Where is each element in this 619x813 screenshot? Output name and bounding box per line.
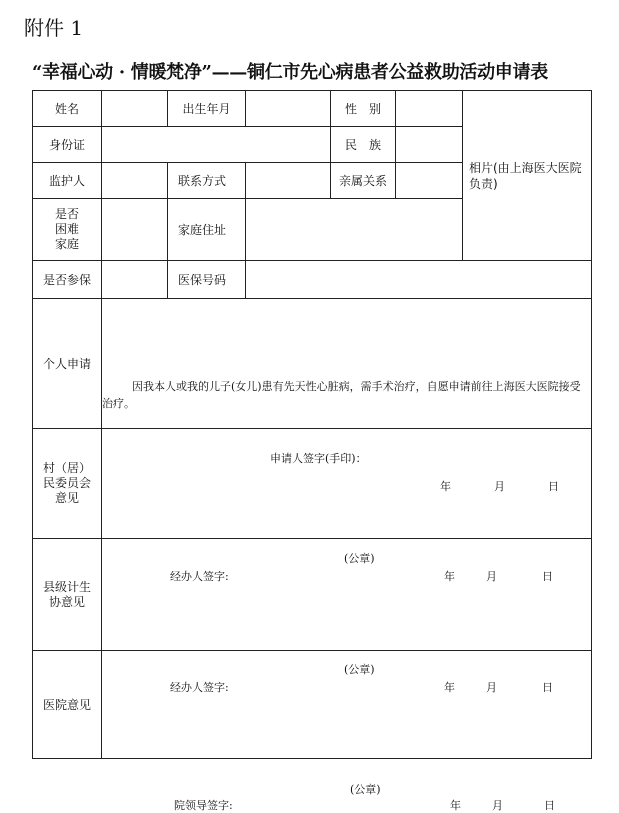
county-opinion-label: 县级计生 协意见 [33, 539, 102, 651]
id-card-field[interactable] [102, 127, 331, 163]
name-field[interactable] [102, 91, 168, 127]
insurance-no-label: 医保号码 [168, 261, 246, 299]
name-label: 姓名 [33, 91, 102, 127]
relation-label: 亲属关系 [331, 163, 396, 199]
ethnicity-label: 民 族 [331, 127, 396, 163]
contact-label: 联系方式 [168, 163, 246, 199]
county-month: 月 [486, 680, 497, 694]
village-seal: (公章) [344, 551, 375, 565]
application-day: 日 [548, 479, 559, 493]
hospital-day: 日 [544, 798, 555, 812]
application-statement: 因我本人或我的儿子(女儿)患有先天性心脏病，需手术治疗，自愿申请前往上海医大医院接受治疗。 [102, 379, 581, 410]
poor-family-label: 是否 困难 家庭 [33, 199, 102, 261]
birth-field[interactable] [246, 91, 331, 127]
village-month: 月 [486, 569, 497, 583]
guardian-label: 监护人 [33, 163, 102, 199]
county-seal: (公章) [344, 662, 375, 676]
id-card-label: 身份证 [33, 127, 102, 163]
village-year: 年 [444, 569, 455, 583]
application-label: 个人申请 [33, 299, 102, 429]
application-year: 年 [440, 479, 451, 493]
poor-family-field[interactable] [102, 199, 168, 261]
village-handler-label: 经办人签字: [170, 569, 229, 583]
county-handler-label: 经办人签字: [170, 680, 229, 694]
hospital-seal: (公章) [350, 782, 381, 796]
sex-field[interactable] [396, 91, 463, 127]
application-form [32, 90, 592, 812]
birth-label: 出生年月 [168, 91, 246, 127]
guardian-field[interactable] [102, 163, 168, 199]
hospital-leader-label: 院领导签字: [174, 798, 233, 812]
county-year: 年 [444, 680, 455, 694]
address-field[interactable] [246, 199, 463, 261]
application-month: 月 [494, 479, 505, 493]
county-day: 日 [542, 680, 553, 694]
relation-field[interactable] [396, 163, 463, 199]
address-label: 家庭住址 [168, 199, 246, 261]
hospital-opinion-label: 医院意见 [33, 651, 102, 759]
village-day: 日 [542, 569, 553, 583]
contact-field[interactable] [246, 163, 331, 199]
sex-label: 性 别 [331, 91, 396, 127]
village-opinion-label: 村（居） 民委员会 意见 [33, 429, 102, 539]
applicant-signature-label: 申请人签字(手印)： [270, 451, 367, 465]
hospital-year: 年 [450, 798, 461, 812]
attachment-label: 附件 1 [24, 16, 84, 40]
photo-box: 相片(由上海医大医院负责) [463, 91, 592, 261]
insured-label: 是否参保 [33, 261, 102, 299]
ethnicity-field[interactable] [396, 127, 463, 163]
insured-field[interactable] [102, 261, 168, 299]
hospital-month: 月 [492, 798, 503, 812]
form-title: “幸福心动 · 情暖梵净”——铜仁市先心病患者公益救助活动申请表 [32, 62, 548, 83]
insurance-no-field[interactable] [246, 261, 592, 299]
